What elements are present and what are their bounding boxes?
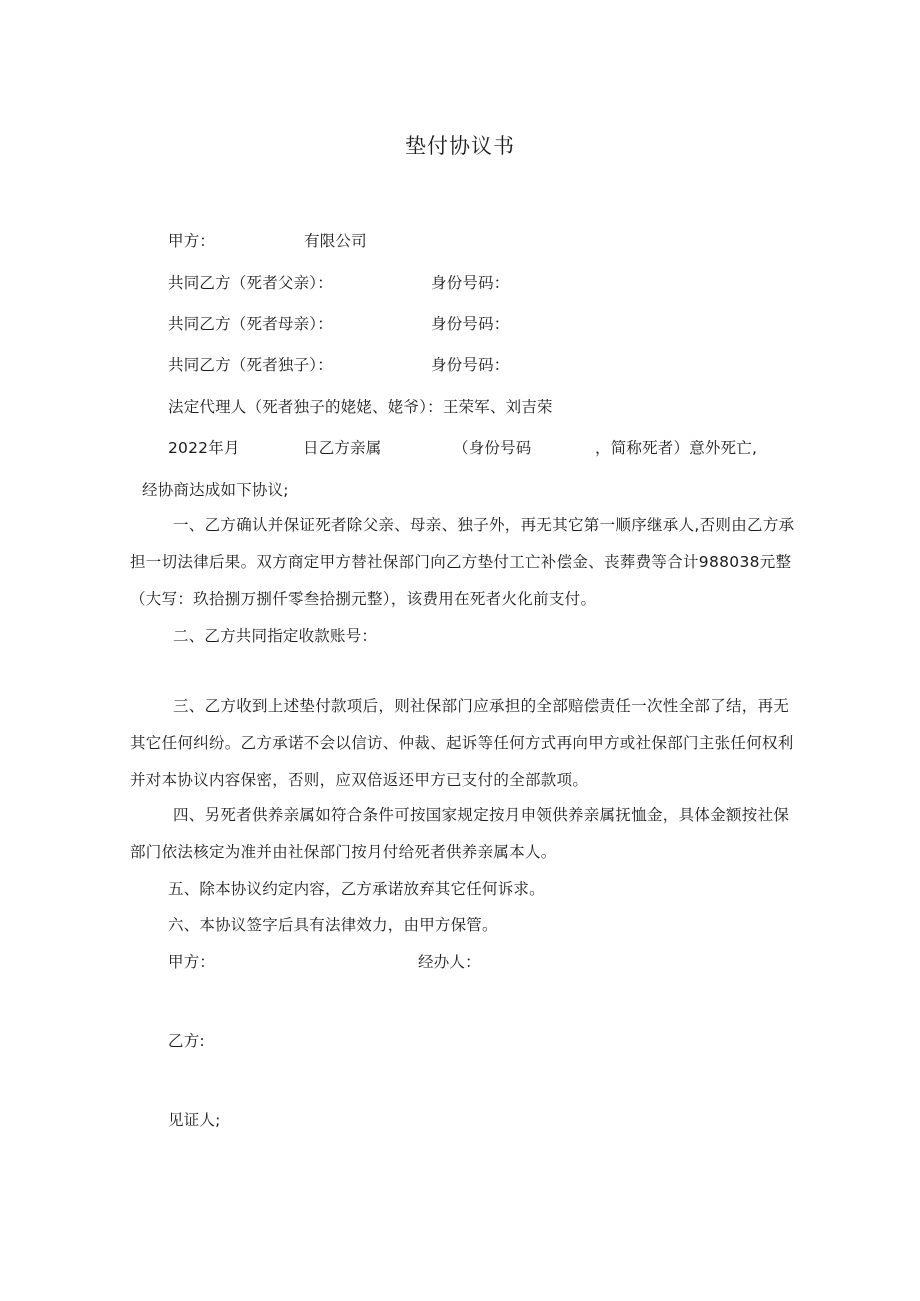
consensus-line: 经协商达成如下协议; xyxy=(142,481,289,499)
guardian-line: 法定代理人（死者独子的姥姥、姥爷）：王荣军、刘吉荣 xyxy=(168,398,553,416)
document-title: 垫付协议书 xyxy=(405,134,515,158)
sign-party-a: 甲方： xyxy=(168,953,216,971)
clause-5: 五、除本协议约定内容，乙方承诺放弃其它任何诉求。 xyxy=(168,880,545,898)
incident-id-part: （身份号码 xyxy=(453,439,532,457)
party-a-value: 有限公司 xyxy=(304,232,367,250)
father-label: 共同乙方（死者父亲）： xyxy=(168,274,333,292)
mother-id-label: 身份号码： xyxy=(431,315,510,333)
incident-day: 日乙方亲属 xyxy=(303,439,382,457)
clause-1: 一、乙方确认并保证死者除父亲、母亲、独子外，再无其它第一顺序继承人,否则由乙方承担一切法律后果。双方商定甲方替社保部门向乙方垫付工亡补偿金、丧葬费等合计988038元整（大写：玖拾捌万捌仟零叁拾捌元整），该费用在死者火化前支付。 xyxy=(130,516,795,608)
clause-4: 四、另死者供养亲属如符合条件可按国家规定按月申领供养亲属抚恤金，具体金额按社保部门依法核定为准并由社保部门按月付给死者供养亲属本人。 xyxy=(130,806,790,861)
clause-2: 二、乙方共同指定收款账号： xyxy=(173,627,378,645)
clause-6: 六、本协议签字后具有法律效力，由甲方保管。 xyxy=(168,916,498,934)
clause-3: 三、乙方收到上述垫付款项后，则社保部门应承担的全部赔偿责任一次性全部了结，再无其它任何纠纷。乙方承诺不会以信访、仲裁、起诉等任何方式再向甲方或社保部门主张任何权利并对本协议内容保密，否则，应双倍返还甲方已支付的全部款项。 xyxy=(130,697,794,789)
son-label: 共同乙方（死者独子）： xyxy=(168,356,333,374)
father-id-label: 身份号码： xyxy=(431,274,510,292)
party-a-label: 甲方： xyxy=(168,232,216,250)
sign-handler: 经办人： xyxy=(418,953,481,971)
incident-date: 2022年月 xyxy=(168,439,240,457)
sign-witness: 见证人; xyxy=(168,1111,221,1129)
incident-tail: ，简称死者）意外死亡, xyxy=(595,439,758,457)
son-id-label: 身份号码： xyxy=(431,356,510,374)
sign-party-b: 乙方: xyxy=(168,1032,205,1050)
mother-label: 共同乙方（死者母亲）： xyxy=(168,315,333,333)
